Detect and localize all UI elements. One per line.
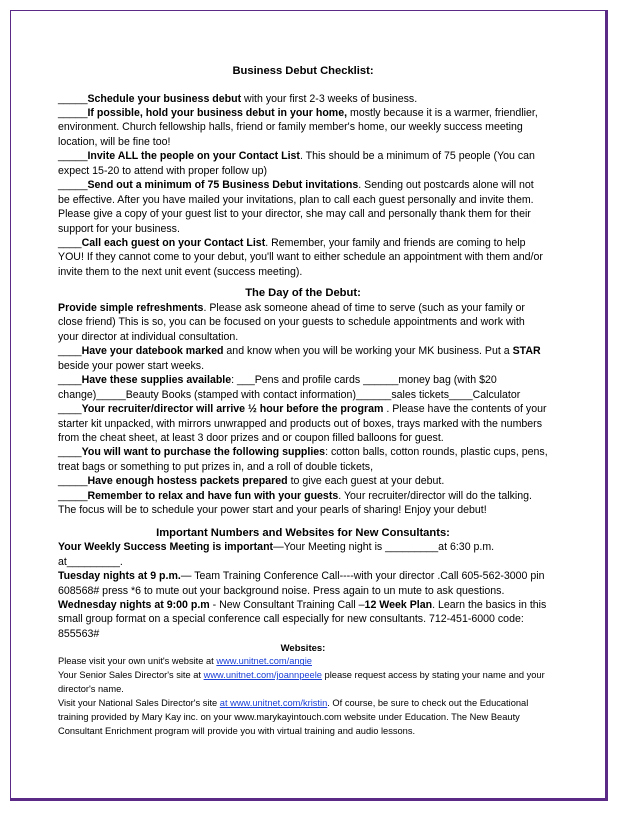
page-title: Business Debut Checklist: bbox=[232, 65, 374, 77]
item-heading: Have enough hostess packets prepared bbox=[87, 475, 288, 488]
item-heading: Have these supplies available bbox=[81, 374, 232, 387]
star-emphasis: STAR bbox=[512, 345, 541, 358]
national-director-line bbox=[58, 697, 548, 739]
item-text: with your first 2-3 weeks of business. bbox=[241, 92, 418, 105]
checkbox-blank: _____ bbox=[58, 92, 88, 105]
item-heading: You will want to purchase the following supplies bbox=[81, 446, 326, 459]
checkbox-blank: _____ bbox=[58, 179, 88, 192]
item-text: . Please have the contents of your starter kit unpacked, with mirrors unwrapped and products out of boxes, trays marked with the numbers from the cheat sheet, at least 3 door prizes and or coupon filled balloons for guest. bbox=[58, 403, 547, 444]
item-text: to give each guest at your debut. bbox=[287, 475, 445, 488]
supplies-item bbox=[58, 373, 548, 402]
national-director-link[interactable]: at www.unitnet.com/kristin bbox=[219, 698, 328, 709]
weekly-meeting-item bbox=[58, 540, 548, 569]
checkbox-blank: ____ bbox=[58, 446, 82, 459]
item-heading: Call each guest on your Contact List bbox=[81, 237, 266, 250]
checkbox-blank: _____ bbox=[58, 489, 88, 502]
item-text: — Team Training Conference Call----with your director .Call 605-562-3000 pin 608568# press *6 to mute out your background noise. Press again to un mute to ask questions. bbox=[58, 570, 545, 597]
item-heading: Invite ALL the people on your Contact List bbox=[87, 150, 300, 163]
item-text: . Remember, your family and friends are coming to help YOU! If they cannot come to your debut, you'll want to either schedule an appointment with them and/or invite them to the next unit event (success meeting). bbox=[58, 237, 543, 278]
checkbox-blank: _____ bbox=[58, 106, 88, 119]
item-heading: Wednesday nights at 9:00 p.m bbox=[58, 599, 210, 611]
item-text: . Sending out postcards alone will not be effective. After you have mailed your invitations, plan to call each guest personally and invite them. Please give a copy of your guest list to your director, she may call and personally thank them for their support for your business. bbox=[58, 179, 534, 235]
item-heading: Schedule your business debut bbox=[87, 92, 242, 105]
hostess-item bbox=[58, 474, 548, 488]
numbers-list bbox=[58, 540, 548, 641]
item-text: —Your Meeting night is _________at 6:30 p.m. at_________. bbox=[58, 541, 495, 568]
item-heading: Your recruiter/director will arrive ½ hour before the program bbox=[81, 403, 384, 416]
item-text: : ___Pens and profile cards ______money bag (with $20 change)_____Beauty Books (stamped with contact information)______sales tickets____Calculator bbox=[58, 374, 521, 401]
tuesday-call-item bbox=[58, 569, 548, 598]
item-text: . Of course, be sure to check out the Educational training provided by Mary Kay inc. on your www.marykayintouch.com website under Education. The New Beauty Consultant Enrichment program will provide you with virtual training and audio lessons. bbox=[58, 698, 529, 736]
relax-item bbox=[58, 489, 548, 518]
checkbox-blank: _____ bbox=[58, 150, 88, 163]
item-heading: Send out a minimum of 75 Business Debut invitations bbox=[87, 179, 359, 192]
unit-website-line bbox=[58, 655, 548, 669]
day-of-debut-list bbox=[58, 301, 548, 518]
item-text: and know when you will be working your MK business. Put a bbox=[223, 345, 513, 358]
item-text: . Learn the basics in this small group format on a special conference call especially for new consultants. 712-451-6000 code: 855563# bbox=[58, 599, 547, 640]
recruiter-item bbox=[58, 402, 548, 445]
checkbox-blank: ____ bbox=[58, 403, 82, 416]
purchase-item bbox=[58, 445, 548, 474]
checkbox-blank: ____ bbox=[58, 374, 82, 387]
item-heading: Your Weekly Success Meeting is important bbox=[58, 541, 274, 554]
checkbox-blank: ____ bbox=[58, 345, 82, 358]
checklist-item bbox=[58, 149, 548, 178]
day-of-debut-heading: The Day of the Debut: bbox=[245, 287, 361, 300]
item-text: Please visit your own unit's website at bbox=[58, 656, 217, 667]
item-text: : cotton balls, cotton rounds, plastic cups, pens, treat bags or something to put prizes in, and a roll of double tickets, bbox=[58, 446, 548, 473]
item-text: Visit your National Sales Director's site bbox=[58, 698, 220, 709]
item-heading: Remember to relax and have fun with your guests bbox=[87, 489, 339, 502]
websites-heading: Websites: bbox=[280, 643, 326, 655]
item-text: . Please ask someone ahead of time to serve (such as your family or close friend) This is so, you can be focused on your guests to schedule appointments and work with your director at individual consultation. bbox=[58, 301, 525, 343]
item-text: . This should be a minimum of 75 people (You can expect 15-20 to attend with proper follow up) bbox=[58, 150, 535, 177]
websites-list bbox=[58, 655, 548, 738]
item-text: - New Consultant Training Call – bbox=[209, 599, 365, 611]
senior-director-line bbox=[58, 669, 548, 697]
item-heading: Provide simple refreshments bbox=[58, 301, 204, 314]
item-heading: Tuesday nights at 9 p.m. bbox=[58, 570, 181, 583]
checklist-item bbox=[58, 92, 548, 106]
wednesday-call-item bbox=[58, 598, 548, 641]
checklist-item bbox=[58, 106, 548, 149]
item-text: mostly because it is a warmer, friendlier, environment. Church fellowship halls, friend or family member's home, our weekly success meeting location, will be fine too! bbox=[58, 106, 538, 148]
checkbox-blank: ____ bbox=[58, 237, 82, 250]
senior-director-link[interactable]: www.unitnet.com/joannpeele bbox=[203, 670, 322, 681]
item-text: Your Senior Sales Director's site at bbox=[58, 670, 204, 681]
numbers-heading: Important Numbers and Websites for New Consultants: bbox=[156, 526, 450, 539]
item-heading: If possible, hold your business debut in your home, bbox=[87, 106, 348, 119]
document-body bbox=[58, 64, 548, 739]
item-heading: Have your datebook marked bbox=[81, 345, 224, 358]
twelve-week-plan: 12 Week Plan bbox=[364, 599, 433, 611]
checkbox-blank: _____ bbox=[58, 475, 88, 488]
checklist-item bbox=[58, 178, 548, 236]
item-text: . Your recruiter/director will do the talking. The focus will be to schedule your power start and your pearls of sharing! Enjoy your debut! bbox=[58, 489, 532, 517]
checklist bbox=[58, 92, 548, 280]
refreshments-item bbox=[58, 301, 548, 344]
checklist-item bbox=[58, 236, 548, 279]
item-text: beside your power start weeks. bbox=[58, 359, 205, 372]
unit-website-link[interactable]: www.unitnet.com/angie bbox=[216, 656, 312, 667]
datebook-item bbox=[58, 344, 548, 373]
item-text: please request access by stating your name and your director's name. bbox=[58, 670, 545, 695]
